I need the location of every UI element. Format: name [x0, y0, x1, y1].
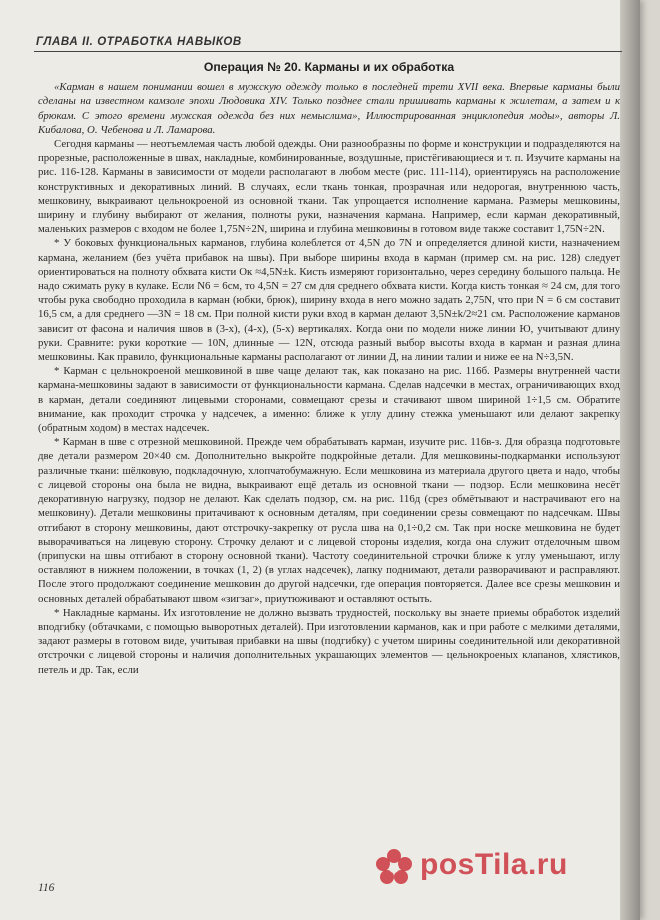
section-title: Операция № 20. Карманы и их обработка	[203, 60, 455, 74]
paragraph: * Накладные карманы. Их изготовление не должно вызвать трудностей, поскольку вы знаете приемы обработок изделий вподгибку (обтачками, с помощью выворотных деталей). При изготовлении карманов, как и при работе с мелкими деталями, задают размеры в готовом виде, учитывая прибавки на швы (подгибку) с учетом ширины соединительной или декоративной отстрочки с лицевой стороны и наличия дополнительных украшающих элементов — цельнокроеных клапанов, хлястиков, петель и др. Так, если	[38, 606, 620, 676]
paragraph: * У боковых функциональных карманов, глубина колеблется от 4,5N до 7N и определяется длиной кисти, назначением кармана, желанием (без учёта прибавок на швы). При выборе ширины входа в карман (пример см. на рис. 128) следует ориентироваться на полноту обхвата кисти Ок ≈4,5N±k. Кисть измеряют горизонтально, через середину большого пальца. Не надо сжимать руку в кулаке. Если N6 = 6см, то 4,5N = 27 см для среднего обхвата кисти. Когда кисть тонкая ≈ 24 см, для того чтобы рука свободно проходила в карман (юбки, брюк), ширину входа в него можно задать 2,75N, что при N = 6 см составит 16,5 см, а для среднего —3N = 18 см. При полной кисти руки вход в карман делают 3,5N±k/2≈21 см. Расположение карманов зависит от фасона и наличия швов в (3-х), (4-х), (5-х) вертикалях. Когда они по модели ниже линии Ю, учитывают длину руки. Сравните: руки короткие — 10N, длинные — 12N, отсюда разный выбор высоты входа в карман и разная длина мешковины. Как правило, функциональные карманы располагают от линии Д, на линии талии и ниже ее на N÷3,5N.	[38, 237, 620, 364]
paragraph: Сегодня карманы — неотъемлемая часть любой одежды. Они разнообразны по форме и конструкции и подразделяются на прорезные, расположенные в швах, накладные, комбинированные, воздушные, пристёгивающиеся и т. п. Изучите карманы на рис. 116-128. Карманы в зависимости от модели располагают в любом месте (рис. 111-114), ориентируясь на расположение конструктивных и декоративных линий. В случаях, если ткань тонкая, прозрачная или недорогая, внутреннюю часть, мешковину, выкраивают цельнокроеной из основной ткани. Так упрощается исполнение кармана. Размеры мешковины, ширину и глубину выбирают от желания, полноты руки, назначения кармана. Например, если карман декоративный, маленьких размеров с входом не более 1,75N÷2N, ширина и глубина мешковины в готовом виде также составит 1,75N÷2N.	[38, 138, 620, 236]
watermark-text: posTila.ru	[420, 848, 568, 881]
chapter-header: ГЛАВА II. ОТРАБОТКА НАВЫКОВ	[36, 36, 242, 48]
header-rule	[34, 51, 622, 52]
watermark-flower-icon	[372, 846, 416, 890]
page-binding-edge	[620, 0, 640, 920]
intro-quote: «Карман в нашем понимании вошел в мужскую одежду только в последней трети XVII века. Впервые карманы были сделаны на известном камзоле эпохи Людовика XIV. Только позднее стали пришивать карманы к жилетам, а затем и к брюкам. С этого времени мужская одежда без них немыслима», Иллюстрированная энциклопедия моды», авторы Л. Кибалова, О. Чебенова и Л. Ламарова.	[38, 81, 620, 136]
page-number: 116	[38, 882, 55, 894]
paragraph: * Карман с цельнокроеной мешковиной в шве чаще делают так, как показано на рис. 116б. Размеры внутренней части кармана-мешковины задают в зависимости от функциональности кармана. Сделав надсечки в местах, ограничивающих вход в карман, детали соединяют лицевыми сторонами, совмещают срезы и стачивают швом шириной 1÷1,5 см. Обратите внимание, как проходит строчка у надсечек, а именно: ближе к углу длину стежка уменьшают или делают закрепку (обратным ходом) в местах надсечек.	[38, 365, 620, 435]
paragraph: * Карман в шве с отрезной мешковиной. Прежде чем обрабатывать карман, изучите рис. 116в-з. Для образца подготовьте две детали размером 20×40 см. Дополнительно выкройте подкройные детали. Для мешковины-подкарманки используют различные ткани: шёлковую, подкладочную, хлопчатобумажную. Если мешковина из материала другого цвета и надо, чтобы с лицевой стороны она была не видна, выкраивают ещё деталь из основной ткани — подзор. Если мешковина несёт декоративную нагрузку, подзор не делают. Как сделать подзор, см. на рис. 116д (срез обмётывают и настрачивают его на мешковину). Детали мешковины притачивают к основным деталям, при соединении срезы совмещают по надсечкам. Швы отгибают в сторону мешковины, дают отстрочку-закрепку от русла шва на 0,1÷0,2 см. Так при носке мешковина не будет выворачиваться на лицевую сторону. Строчку делают и с лицевой стороны изделия, когда она служит отделочным швом (припуски на швы отгибают в сторону основной ткани). Частоту соединительной строчки ближе к углу уменьшают, иглу оставляют в нижнем положении, в точках (1, 2) (в углах надсечек), лапку поднимают, детали разворачивают и расправляют. После этого продолжают соединение мешковин до другой надсечки, где операция повторяется. Далее все срезы мешковин и основных деталей обрабатывают швом «зигзаг», приутюживают и оставляют остыть.	[38, 436, 620, 605]
page-content	[38, 58, 620, 677]
